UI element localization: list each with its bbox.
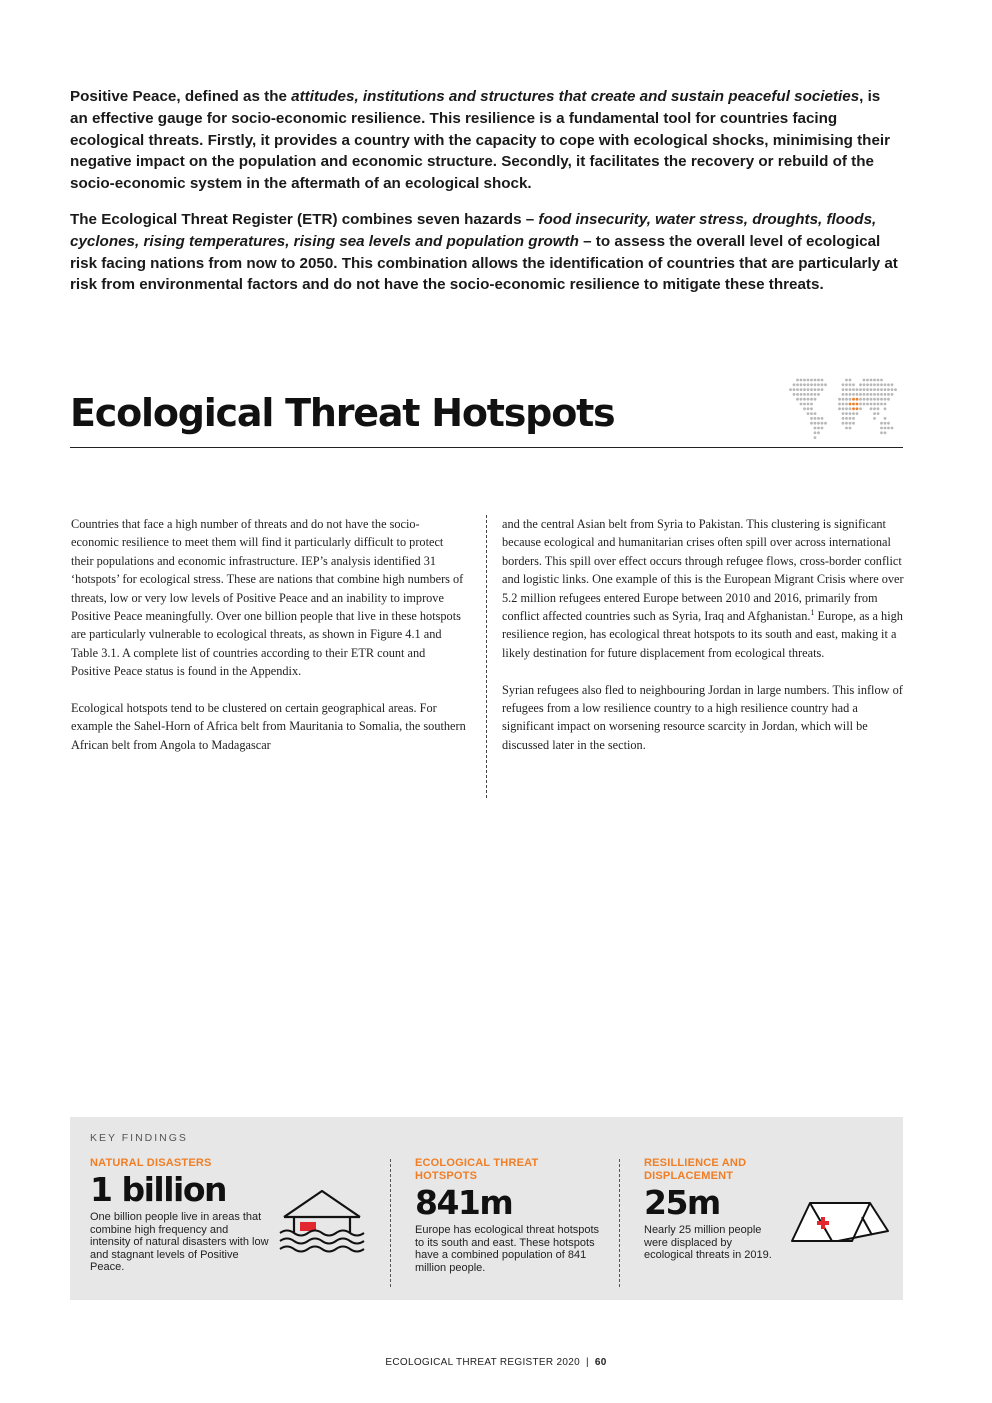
column-divider	[486, 515, 487, 798]
key-findings-panel	[70, 1117, 903, 1300]
finding-natural-disasters	[90, 1157, 270, 1274]
intro-text	[70, 86, 900, 310]
section-header	[70, 375, 903, 448]
finding-label: RESILLIENCE AND DISPLACEMENT	[644, 1157, 747, 1182]
findings-divider	[619, 1159, 620, 1287]
flooded-house-icon	[278, 1187, 366, 1253]
intro-paragraph-1: Positive Peace, defined as the attitudes, institutions and structures that create and sustain peaceful societies, is an effective gauge for socio-economic resilience. This resilience is a fundamental tool for countries facing ecological threats. Firstly, it provides a country with the capacity to cope with ecological shocks, minimising their negative impact on the population and economic structure. Secondly, it facilitates the recovery or rebuild of the socio-economic system in the aftermath of an ecological shock.	[70, 88, 891, 193]
body-columns	[70, 515, 903, 800]
finding-label: ECOLOGICAL THREAT HOTSPOTS	[415, 1157, 539, 1182]
key-findings-heading: KEY FINDINGS	[90, 1132, 188, 1144]
finding-ecological-hotspots	[415, 1157, 600, 1274]
relief-tent-icon	[786, 1197, 890, 1247]
world-map-icon	[785, 377, 903, 443]
finding-value: 25m	[644, 1183, 720, 1222]
page-footer	[0, 1357, 992, 1368]
right-paragraph-1: and the central Asian belt from Syria to Pakistan. This clustering is significant because ecological and humanitarian crises often spill over across international borders. This spill over effect occurs through refugee flows, cross-border conflict and logistic links. One example of this is the European Migrant Crisis where over 5.2 million refugees entered Europe between 2010 and 2016, primarily from conflict affected countries such as Syria, Iraq and Afghanistan.$^1$ Europe, as a high resilience region, has ecological threat hotspots to its south and east, making it a likely destination for future displacement from ecological threats.	[502, 517, 904, 660]
finding-resilience-displacement	[644, 1157, 784, 1262]
finding-value: 1 billion	[90, 1170, 226, 1209]
left-paragraph-2: Ecological hotspots tend to be clustered on certain geographical areas. For example the Sahel-Horn of Africa belt from Mauritania to Somalia, the southern African belt from Angola to Madagascar	[71, 701, 466, 752]
footnote-ref[interactable]: 1	[810, 607, 815, 617]
finding-label: NATURAL DISASTERS	[90, 1157, 212, 1169]
finding-value: 841m	[415, 1183, 513, 1222]
finding-description: Nearly 25 million people were displaced by ecological threats in 2019.	[644, 1224, 772, 1262]
left-column	[71, 515, 467, 773]
finding-description: One billion people live in areas that combine high frequency and intensity of natural disasters with low and stagnant levels of Positive Peace.	[90, 1211, 269, 1274]
intro-paragraph-2: The Ecological Threat Register (ETR) combines seven hazards – food insecurity, water stress, droughts, floods, cyclones, rising temperatures, rising sea levels and population growth – to assess the overall level of ecological risk facing nations from now to 2050. This combination allows the identification of countries that are particularly at risk from environmental factors and do not have the socio-economic resilience to mitigate these threats.	[70, 210, 898, 294]
right-paragraph-2: Syrian refugees also fled to neighbouring Jordan in large numbers. This inflow of refugees from a low resilience country to a high resilience country had a significant impact on worsening resource scarcity in Jordan, which will be discussed later in the section.	[502, 682, 903, 752]
right-column	[502, 515, 904, 773]
page-number: 60	[594, 1357, 607, 1368]
left-paragraph-1: Countries that face a high number of threats and do not have the socio-economic resilience to meet them will find it particularly difficult to protect their populations and economic infrastructure. IEP’s analysis identified 31 ‘hotspots’ for ecological stress. These are nations that combine high numbers of threats, low or very low levels of Positive Peace and an inability to improve Positive Peace meaningfully. Over one billion people that live in these hotspots are particularly vulnerable to ecological threats, as shown in Figure 4.1 and Table 3.1. A complete list of countries according to their ETR count and Positive Peace status is found in the Appendix.	[71, 517, 464, 679]
section-title: Ecological Threat Hotspots	[70, 391, 615, 435]
findings-divider	[390, 1159, 391, 1287]
footer-separator: |	[585, 1357, 589, 1368]
finding-description: Europe has ecological threat hotspots to its south and east. These hotspots have a combined population of 841 million people.	[415, 1224, 600, 1274]
publication-title: ECOLOGICAL THREAT REGISTER 2020	[385, 1357, 580, 1368]
